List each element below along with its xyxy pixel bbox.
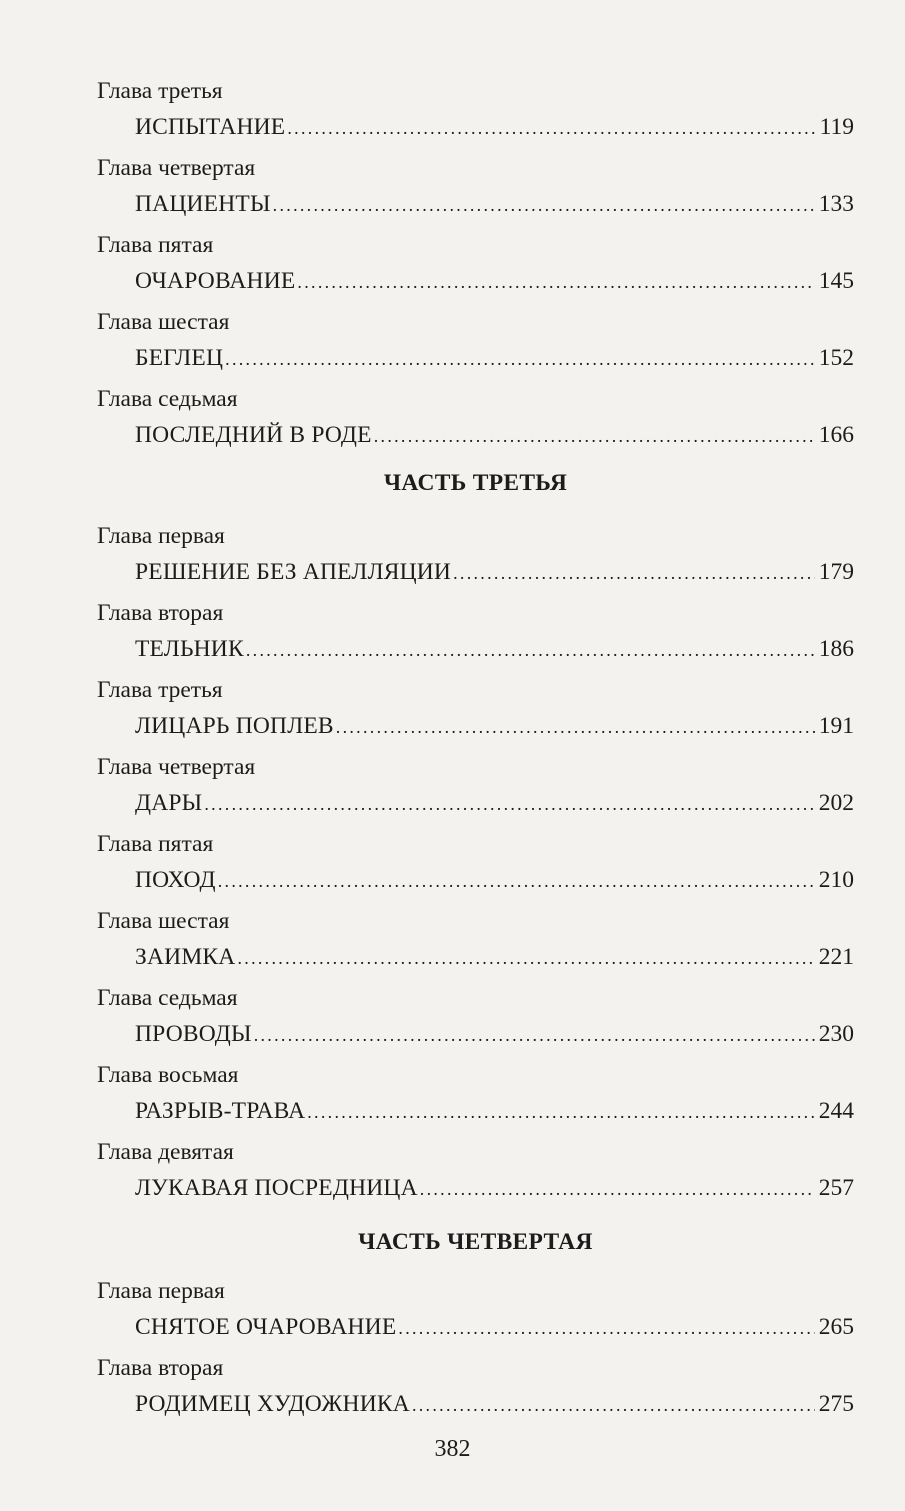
chapter-title: ПРОВОДЫ [135, 1021, 252, 1047]
dot-leader [374, 419, 815, 453]
chapter-label: Глава седьмая [97, 386, 238, 412]
chapter-page-number: 191 [818, 713, 854, 739]
chapter-title: ЛИЦАРЬ ПОПЛЕВ [135, 713, 334, 739]
chapter-title: ЛУКАВАЯ ПОСРЕДНИЦА [135, 1175, 418, 1201]
chapter-page-number: 257 [818, 1175, 854, 1201]
dot-leader [398, 1311, 814, 1345]
chapter-line [135, 1017, 854, 1052]
chapter-line [135, 555, 854, 590]
dot-leader [246, 633, 815, 667]
dot-leader [453, 556, 815, 590]
toc-entry [97, 827, 854, 904]
chapter-page-number: 221 [818, 944, 854, 970]
chapter-page-number: 166 [818, 422, 854, 448]
toc-entry [97, 673, 854, 750]
chapter-label: Глава шестая [97, 309, 230, 335]
chapter-label: Глава пятая [97, 232, 214, 258]
dot-leader [204, 787, 814, 821]
chapter-title: ТЕЛЬНИК [135, 636, 244, 662]
chapter-label: Глава восьмая [97, 1062, 239, 1088]
dot-leader [297, 265, 814, 299]
table-of-contents [97, 74, 854, 1428]
dot-leader [273, 188, 815, 222]
chapter-label: Глава третья [97, 78, 223, 104]
chapter-line [135, 863, 854, 898]
chapter-page-number: 145 [818, 268, 854, 294]
chapter-line [135, 110, 854, 145]
chapter-title: РОДИМЕЦ ХУДОЖНИКА [135, 1391, 410, 1417]
chapter-title: РАЗРЫВ-ТРАВА [135, 1098, 306, 1124]
toc-entry [97, 228, 854, 305]
chapter-title: ОЧАРОВАНИЕ [135, 268, 296, 294]
chapter-label: Глава четвертая [97, 155, 256, 181]
toc-entry [97, 904, 854, 981]
chapter-title: БЕГЛЕЦ [135, 345, 224, 371]
dot-leader [218, 864, 815, 898]
dot-leader [420, 1172, 815, 1206]
chapter-label: Глава пятая [97, 831, 214, 857]
toc-entry [97, 305, 854, 382]
toc-entry [97, 750, 854, 827]
chapter-page-number: 265 [818, 1314, 854, 1340]
chapter-page-number: 202 [818, 790, 854, 816]
chapter-label: Глава первая [97, 1278, 225, 1304]
chapter-line [135, 341, 854, 376]
chapter-page-number: 152 [818, 345, 854, 371]
chapter-title: ЗАИМКА [135, 944, 236, 970]
chapter-line [135, 1094, 854, 1129]
chapter-label: Глава вторая [97, 600, 224, 626]
chapter-label: Глава четвертая [97, 754, 256, 780]
chapter-page-number: 230 [818, 1021, 854, 1047]
chapter-page-number: 210 [818, 867, 854, 893]
toc-entry [97, 1351, 854, 1428]
chapter-line [135, 1387, 854, 1422]
part-heading: ЧАСТЬ ЧЕТВЕРТАЯ [358, 1229, 593, 1255]
chapter-page-number: 186 [818, 636, 854, 662]
chapter-line [135, 709, 854, 744]
dot-leader [336, 710, 815, 744]
toc-entry [97, 1274, 854, 1351]
toc-entry [97, 981, 854, 1058]
chapter-title: ДАРЫ [135, 790, 203, 816]
chapter-line [135, 418, 854, 453]
part-heading: ЧАСТЬ ТРЕТЬЯ [383, 470, 568, 496]
chapter-page-number: 133 [818, 191, 854, 217]
toc-entry [97, 74, 854, 151]
chapter-title: ИСПЫТАНИЕ [135, 114, 286, 140]
chapter-page-number: 275 [818, 1391, 854, 1417]
chapter-label: Глава шестая [97, 908, 230, 934]
chapter-title: ПОСЛЕДНИЙ В РОДЕ [135, 422, 372, 448]
dot-leader [412, 1388, 815, 1422]
chapter-line [135, 1171, 854, 1206]
chapter-title: РЕШЕНИЕ БЕЗ АПЕЛЛЯЦИИ [135, 559, 452, 585]
toc-entry [97, 596, 854, 673]
chapter-label: Глава первая [97, 523, 225, 549]
dot-leader [287, 111, 815, 145]
dot-leader [237, 941, 814, 975]
chapter-page-number: 244 [818, 1098, 854, 1124]
chapter-label: Глава вторая [97, 1355, 224, 1381]
chapter-line [135, 1310, 854, 1345]
dot-leader [307, 1095, 815, 1129]
chapter-title: ПАЦИЕНТЫ [135, 191, 271, 217]
toc-entry [97, 382, 854, 459]
toc-entry [97, 1058, 854, 1135]
chapter-page-number: 179 [818, 559, 854, 585]
chapter-label: Глава третья [97, 677, 223, 703]
chapter-label: Глава седьмая [97, 985, 238, 1011]
toc-entry [97, 151, 854, 228]
chapter-line [135, 940, 854, 975]
chapter-title: СНЯТОЕ ОЧАРОВАНИЕ [135, 1314, 397, 1340]
chapter-title: ПОХОД [135, 867, 216, 893]
dot-leader [254, 1018, 815, 1052]
chapter-line [135, 187, 854, 222]
chapter-line [135, 264, 854, 299]
chapter-label: Глава девятая [97, 1139, 234, 1165]
page-number: 382 [434, 1436, 471, 1462]
toc-entry [97, 1135, 854, 1212]
toc-entry [97, 519, 854, 596]
chapter-page-number: 119 [819, 114, 854, 140]
chapter-line [135, 632, 854, 667]
dot-leader [225, 342, 815, 376]
chapter-line [135, 786, 854, 821]
